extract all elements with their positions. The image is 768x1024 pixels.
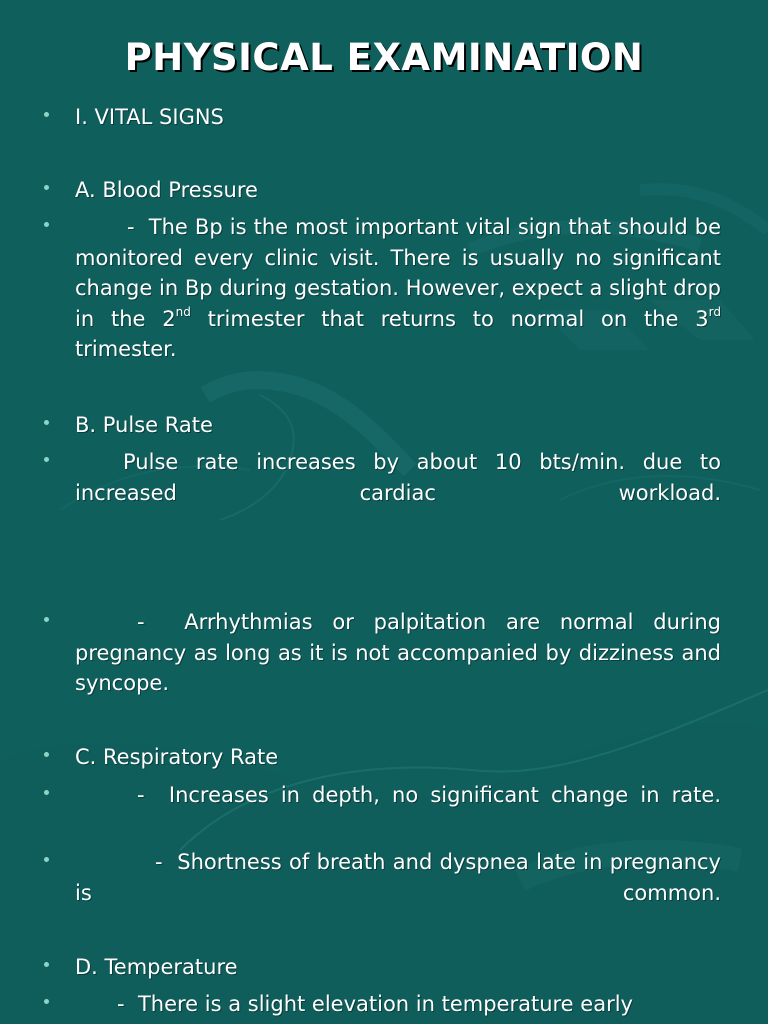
- pulse-text: Pulse rate increases by about 10 bts/min. due to increased cardiac workload.: [75, 450, 721, 505]
- bullet-dot-icon: [44, 222, 49, 227]
- bullet-dot-icon: [44, 420, 49, 425]
- temperature-heading: D. Temperature: [75, 955, 238, 979]
- bullet-dot-icon: [44, 999, 49, 1004]
- dash: -: [137, 783, 145, 807]
- shortness-breath-text-block: [75, 847, 721, 939]
- arrhythmia-text-block: [75, 607, 721, 729]
- shortness-breath-text: Shortness of breath and dyspnea late in pregnancy is common.: [75, 850, 721, 905]
- respiratory-depth-text-block: [75, 780, 721, 841]
- bp-superscript-nd: nd: [175, 304, 191, 319]
- bp-details-text: [75, 212, 721, 395]
- dash: -: [155, 850, 163, 874]
- bullet-dot-icon: [44, 790, 49, 795]
- bp-text-part-1: The Bp is the most important vital sign that should be monitored every clinic visit. There is usually no significant change in Bp during gestation. However, expect a slight drop in the 2: [75, 215, 721, 331]
- bullet-dot-icon: [44, 457, 49, 462]
- dash: -: [127, 215, 135, 239]
- dash: -: [137, 610, 145, 634]
- temperature-text: There is a slight elevation in temperature early: [137, 992, 633, 1016]
- bullet-dot-icon: [44, 752, 49, 757]
- temperature-details-text-block: [75, 989, 721, 1020]
- blood-pressure-heading: A. Blood Pressure: [75, 178, 258, 202]
- dash: -: [117, 992, 125, 1016]
- vital-signs-heading: I. VITAL SIGNS: [75, 105, 224, 129]
- arrhythmia-text: Arrhythmias or palpitation are normal during pregnancy as long as it is not accompanied by dizziness and syncope.: [75, 610, 721, 695]
- pulse-details-text: [75, 447, 721, 539]
- pulse-rate-heading: B. Pulse Rate: [75, 413, 213, 437]
- bp-superscript-rd: rd: [708, 304, 721, 319]
- bp-text-part-3: trimester.: [75, 337, 177, 361]
- bullet-dot-icon: [44, 617, 49, 622]
- respiratory-rate-heading: C. Respiratory Rate: [75, 745, 279, 769]
- bullet-dot-icon: [44, 112, 49, 117]
- bp-text-part-2: trimester that returns to normal on the 3: [190, 306, 709, 331]
- page-title: PHYSICAL EXAMINATION: [124, 36, 644, 79]
- bullet-dot-icon: [44, 185, 49, 190]
- bullet-dot-icon: [44, 962, 49, 967]
- respiratory-depth-text: Increases in depth, no significant change in rate.: [168, 783, 721, 807]
- bullet-dot-icon: [44, 857, 49, 862]
